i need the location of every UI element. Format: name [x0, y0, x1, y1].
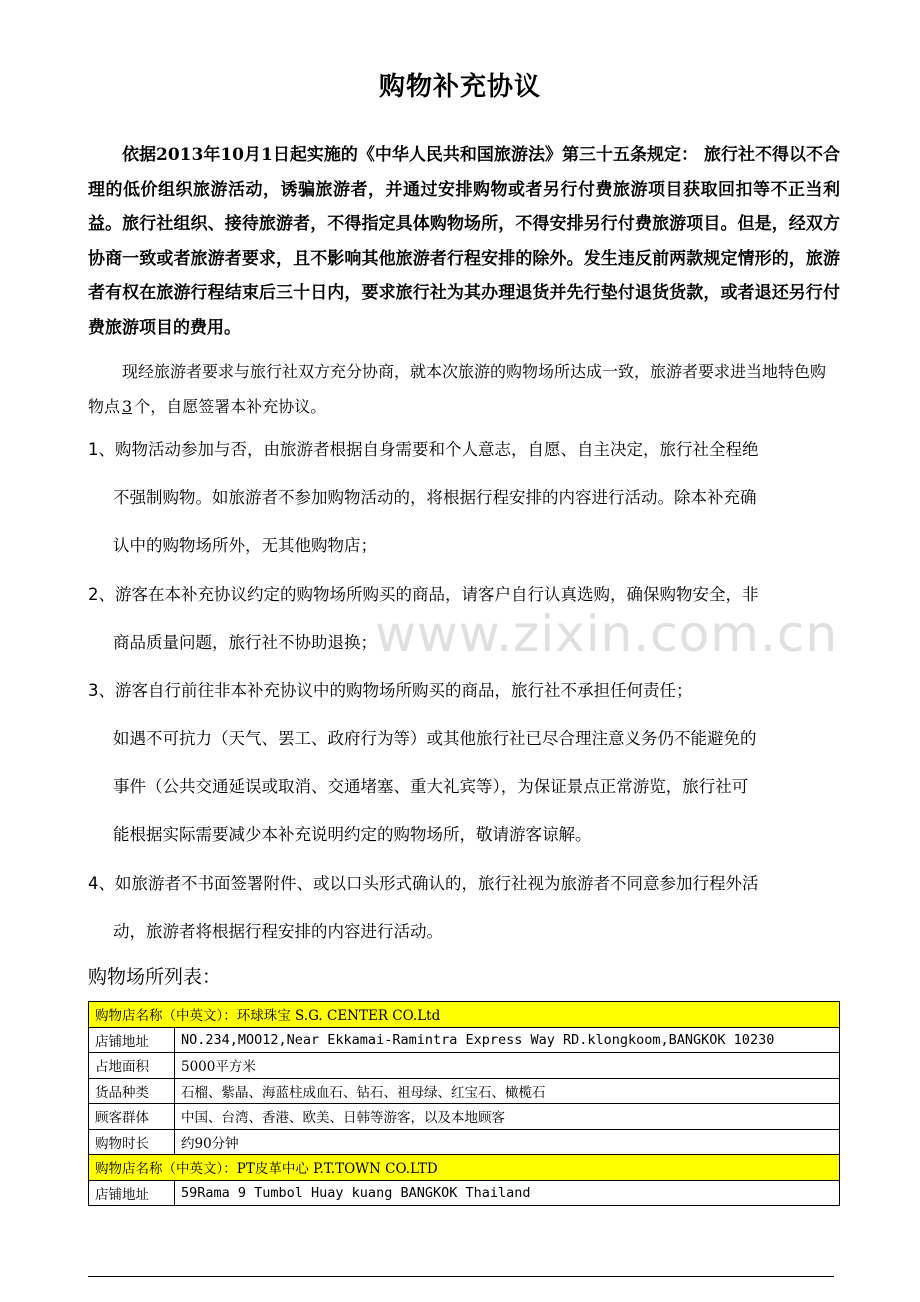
clause-1-line-3: 认中的购物场所外，无其他购物店； — [113, 536, 377, 555]
document-title: 购物补充协议 — [378, 72, 541, 102]
clause-2-line-1: 2、游客在本补充协议约定的购物场所购买的商品，请客户自行认真选购，确保购物安全，非 — [88, 585, 759, 604]
clause-4-line-2: 动，旅游者将根据行程安排的内容进行活动。 — [113, 922, 443, 941]
shop-duration: 约90分钟 — [175, 1129, 840, 1155]
shop-name: 购物店名称（中英文）：PT皮革中心 P.T.TOWN CO.LTD — [89, 1155, 840, 1181]
row-label: 店铺地址 — [89, 1027, 175, 1053]
clause-1-line-2: 不强制购物。如旅游者不参加购物活动的，将根据行程安排的内容进行活动。除本补充确 — [113, 488, 757, 507]
clause-2-line-2: 商品质量问题，旅行社不协助退换； — [113, 633, 377, 652]
shop-table — [88, 1001, 840, 1206]
row-label: 占地面积 — [89, 1053, 175, 1079]
shop-goods: 石榴、紫晶、海蓝柱成血石、钻石、祖母绿、红宝石、橄榄石 — [175, 1078, 840, 1104]
shop-name: 购物店名称（中英文）：环球珠宝 S.G. CENTER CO.Ltd — [89, 1002, 840, 1028]
shop-list-title: 购物场所列表： — [88, 966, 222, 988]
table-row — [89, 1104, 840, 1130]
clause-3-line-3: 事件（公共交通延误或取消、交通堵塞、重大礼宾等），为保证景点正常游览，旅行社可 — [113, 777, 749, 796]
clause-3-line-4: 能根据实际需要减少本补充说明约定的购物场所，敬请游客谅解。 — [113, 825, 592, 844]
shop-count: 3 — [122, 397, 133, 416]
row-label: 货品种类 — [89, 1078, 175, 1104]
table-row — [89, 1180, 840, 1206]
row-label: 购物时长 — [89, 1129, 175, 1155]
table-row — [89, 1027, 840, 1053]
watermark: www.zixin.com.cn — [375, 605, 839, 663]
shop-area: 5000平方米 — [175, 1053, 840, 1079]
row-label: 顾客群体 — [89, 1104, 175, 1130]
table-row — [89, 1129, 840, 1155]
shop-customers: 中国、台湾、香港、欧美、日韩等游客，以及本地顾客 — [175, 1104, 840, 1130]
table-row — [89, 1078, 840, 1104]
intro-text-after: 个，自愿签署本补充协议。 — [134, 397, 327, 416]
law-citation-paragraph: 依据2013年10月1日起实施的《中华人民共和国旅游法》第三十五条规定： 旅行社不得以不合理的低价组织旅游活动，诱骗旅游者，并通过安排购物或者另行付费旅游项目获取回扣等不正当利益。旅行社组织、接待旅游者，不得指定具体购物场所，不得安排另行付费旅游项目。但是，经双方协商一致或者旅游者要求，且不影响其他旅游者行程安排的除外。发生违反前两款规定情形的，旅游者有权在旅游行程结束后三十日内，要求旅行社为其办理退货并先行垫付退货货款，或者退还另行付费旅游项目的费用。 — [88, 145, 840, 338]
table-row — [89, 1053, 840, 1079]
shop-header-row — [89, 1155, 840, 1181]
intro-text-before: 现经旅游者要求与旅行社双方充分协商，就本次旅游的购物场所达成一致，旅游者要求进当地特色购物点 — [88, 362, 827, 416]
row-label: 店铺地址 — [89, 1180, 175, 1206]
shop-address: NO.234,MOO12,Near Ekkamai-Ramintra Express Way RD.klongkoom,BANGKOK 10230 — [175, 1027, 840, 1053]
clause-3-line-2: 如遇不可抗力（天气、罢工、政府行为等）或其他旅行社已尽合理注意义务仍不能避免的 — [113, 729, 757, 748]
clause-3-line-1: 3、游客自行前往非本补充协议中的购物场所购买的商品，旅行社不承担任何责任； — [88, 681, 693, 700]
shop-header-row — [89, 1002, 840, 1028]
footer-divider — [88, 1276, 834, 1277]
clause-4-line-1: 4、如旅游者不书面签署附件、或以口头形式确认的，旅行社视为旅游者不同意参加行程外活 — [88, 874, 759, 893]
clause-1-line-1: 1、购物活动参加与否，由旅游者根据自身需要和个人意志，自愿、自主决定，旅行社全程绝 — [88, 440, 759, 459]
intro-paragraph — [88, 354, 840, 424]
shop-address: 59Rama 9 Tumbol Huay kuang BANGKOK Thailand — [175, 1180, 840, 1206]
